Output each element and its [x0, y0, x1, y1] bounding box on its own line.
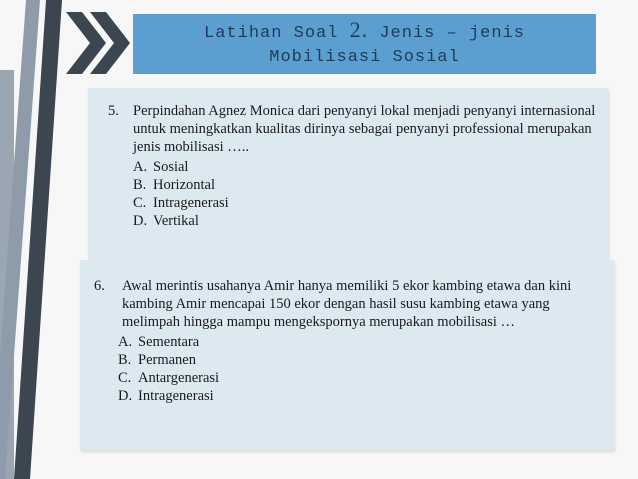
option-c — [108, 194, 598, 212]
option-a — [108, 158, 598, 176]
option-text: Vertikal — [153, 213, 199, 229]
option-letter: D. — [118, 388, 133, 404]
option-d — [94, 387, 604, 405]
option-d — [108, 212, 598, 230]
option-b — [108, 176, 598, 194]
title-line-1 — [133, 18, 596, 46]
option-letter: C. — [133, 195, 147, 211]
option-text: Sosial — [153, 159, 189, 175]
option-letter: C. — [118, 370, 132, 386]
slide-title — [133, 18, 596, 70]
option-text: Sementara — [138, 334, 200, 350]
option-text: Intragenerasi — [153, 195, 229, 211]
question-text: Perpindahan Agnez Monica dari penyanyi lokal menjadi penyanyi internasional untuk meningkatkan kualitas dirinya sebagai penyanyi professional merupakan jenis mobilisasi ….. — [133, 103, 596, 155]
option-c — [94, 369, 604, 387]
answer-options — [108, 158, 598, 230]
option-letter: A. — [118, 334, 133, 350]
option-letter: B. — [133, 177, 147, 193]
question-6 — [94, 277, 604, 405]
question-text: Awal merintis usahanya Amir hanya memiliki 5 ekor kambing etawa dan kini kambing Amir mencapai 150 ekor dengan hasil susu kambing etawa yang melimpah hingga mampu mengekspornya merupakan mobilisasi … — [122, 278, 572, 330]
title-number: 2. — [349, 17, 369, 42]
option-text: Horizontal — [153, 177, 216, 193]
title-line-2: Mobilisasi Sosial — [269, 48, 460, 67]
option-letter: B. — [118, 352, 132, 368]
option-text: Antargenerasi — [138, 370, 220, 386]
option-a — [94, 333, 604, 351]
title-prefix: Latihan Soal — [204, 24, 339, 43]
question-number: 6. — [94, 278, 105, 294]
option-text: Permanen — [138, 352, 196, 368]
answer-options — [94, 333, 604, 405]
option-text: Intragenerasi — [138, 388, 214, 404]
question-5 — [108, 102, 598, 230]
question-number: 5. — [108, 103, 119, 119]
option-b — [94, 351, 604, 369]
title-suffix: Jenis – jenis — [379, 24, 525, 43]
option-letter: A. — [133, 159, 148, 175]
option-letter: D. — [133, 213, 148, 229]
